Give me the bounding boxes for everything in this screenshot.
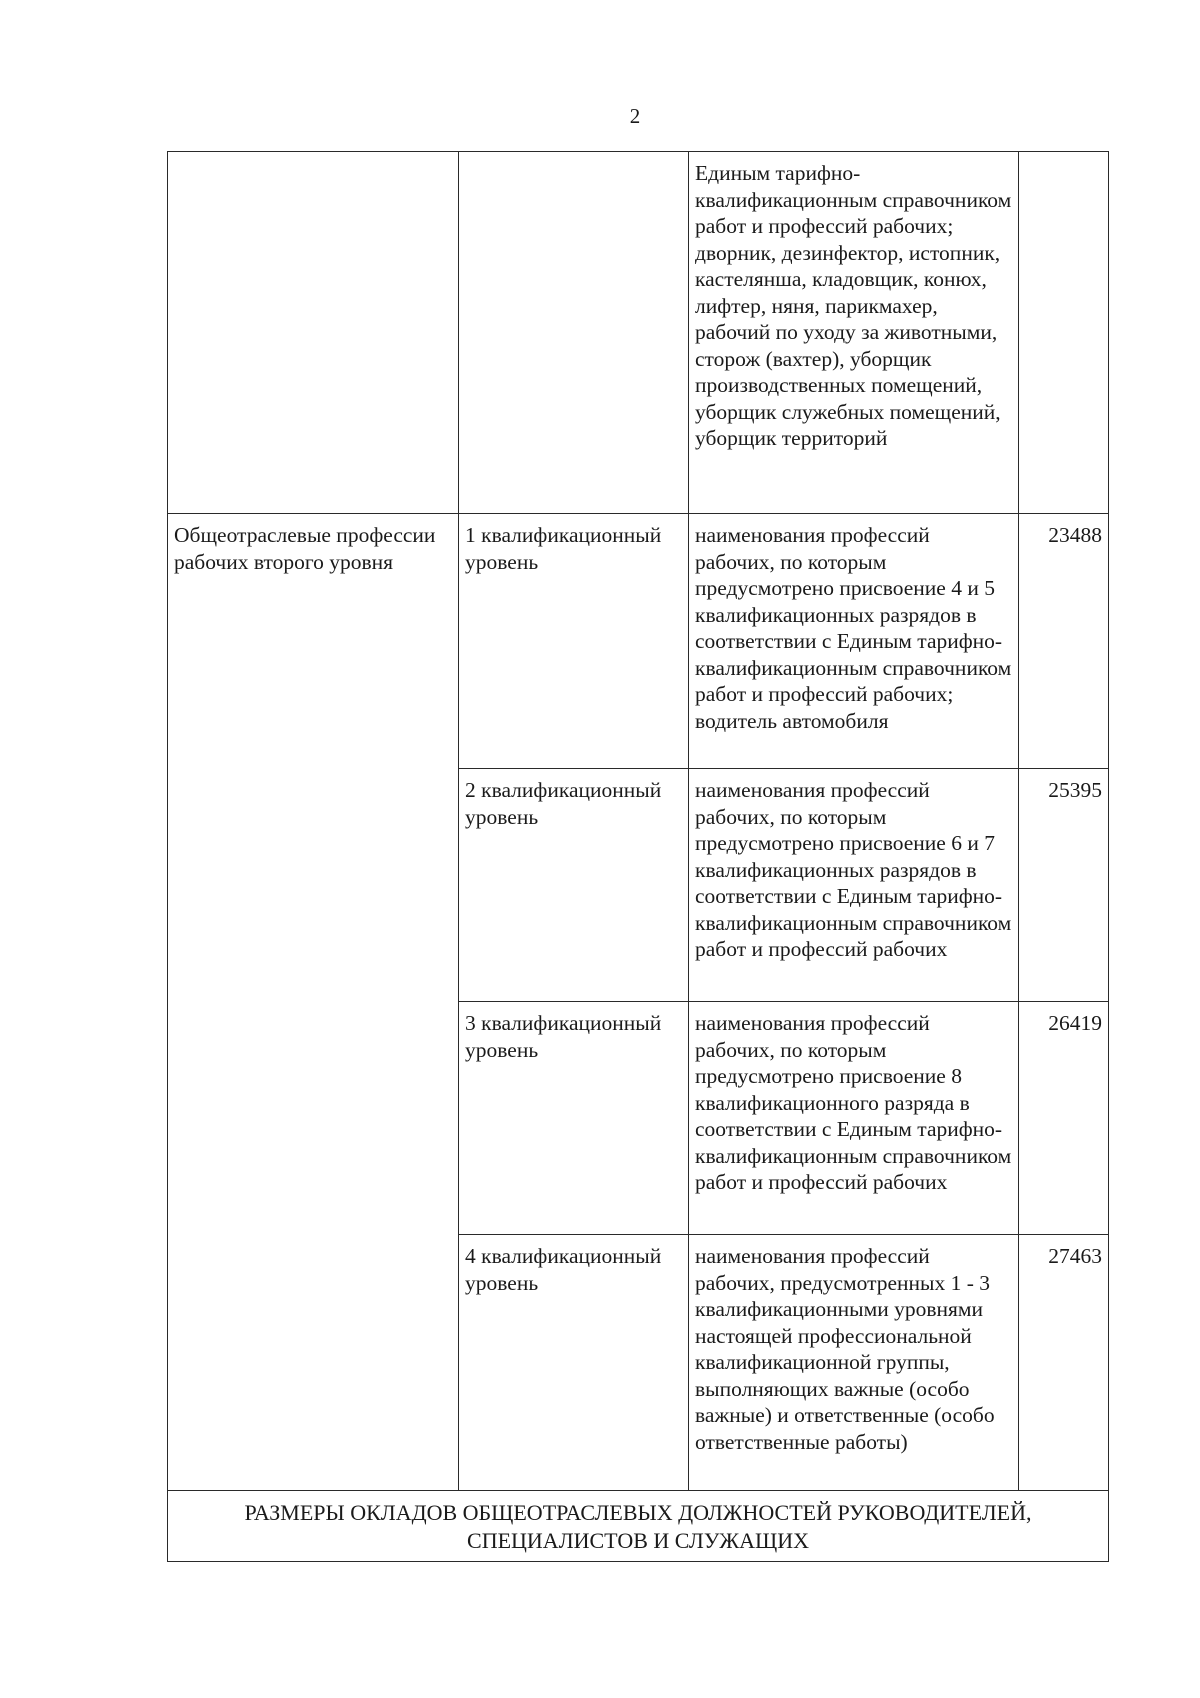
description-cell: наименования профессий рабочих, по которым предусмотрено присвоение 6 и 7 квалификационных разрядов в соответствии с Единым тарифно-квалификационным справочником работ и профессий рабочих — [689, 769, 1019, 1002]
description-cell: наименования профессий рабочих, по которым предусмотрено присвоение 4 и 5 квалификационных разрядов в соответствии с Единым тарифно-квалификационным справочником работ и профессий рабочих; водитель автомобиля — [689, 514, 1019, 769]
group-cell: Общеотраслевые профессии рабочих второго уровня — [168, 514, 459, 1491]
table-row — [168, 514, 1109, 769]
page-number: 2 — [629, 104, 641, 128]
salary-cell — [1019, 152, 1109, 514]
salary-table — [167, 151, 1109, 1562]
description-cell: наименования профессий рабочих, предусмотренных 1 - 3 квалификационными уровнями настоящей профессиональной квалификационной группы, выполняющих важные (особо важные) и ответственные (особо ответственные работы) — [689, 1235, 1019, 1491]
description-cell: наименования профессий рабочих, по которым предусмотрено присвоение 8 квалификационного разряда в соответствии с Единым тарифно-квалификационным справочником работ и профессий рабочих — [689, 1002, 1019, 1235]
salary-cell: 27463 — [1019, 1235, 1109, 1491]
level-cell: 3 квалификационный уровень — [459, 1002, 689, 1235]
description-cell: Единым тарифно-квалификационным справочником работ и профессий рабочих; дворник, дезинфектор, истопник, кастелянша, кладовщик, конюх, лифтер, няня, парикмахер, рабочий по уходу за животными, сторож (вахтер), уборщик производственных помещений, уборщик служебных помещений, уборщик территорий — [689, 152, 1019, 514]
section-heading: РАЗМЕРЫ ОКЛАДОВ ОБЩЕОТРАСЛЕВЫХ ДОЛЖНОСТЕЙ РУКОВОДИТЕЛЕЙ, СПЕЦИАЛИСТОВ И СЛУЖАЩИХ — [168, 1491, 1109, 1562]
salary-cell: 23488 — [1019, 514, 1109, 769]
table-row — [168, 152, 1109, 514]
level-cell: 4 квалификационный уровень — [459, 1235, 689, 1491]
level-cell: 2 квалификационный уровень — [459, 769, 689, 1002]
salary-cell: 26419 — [1019, 1002, 1109, 1235]
table-row — [168, 1491, 1109, 1562]
level-cell: 1 квалификационный уровень — [459, 514, 689, 769]
salary-cell: 25395 — [1019, 769, 1109, 1002]
level-cell — [459, 152, 689, 514]
group-cell — [168, 152, 459, 514]
